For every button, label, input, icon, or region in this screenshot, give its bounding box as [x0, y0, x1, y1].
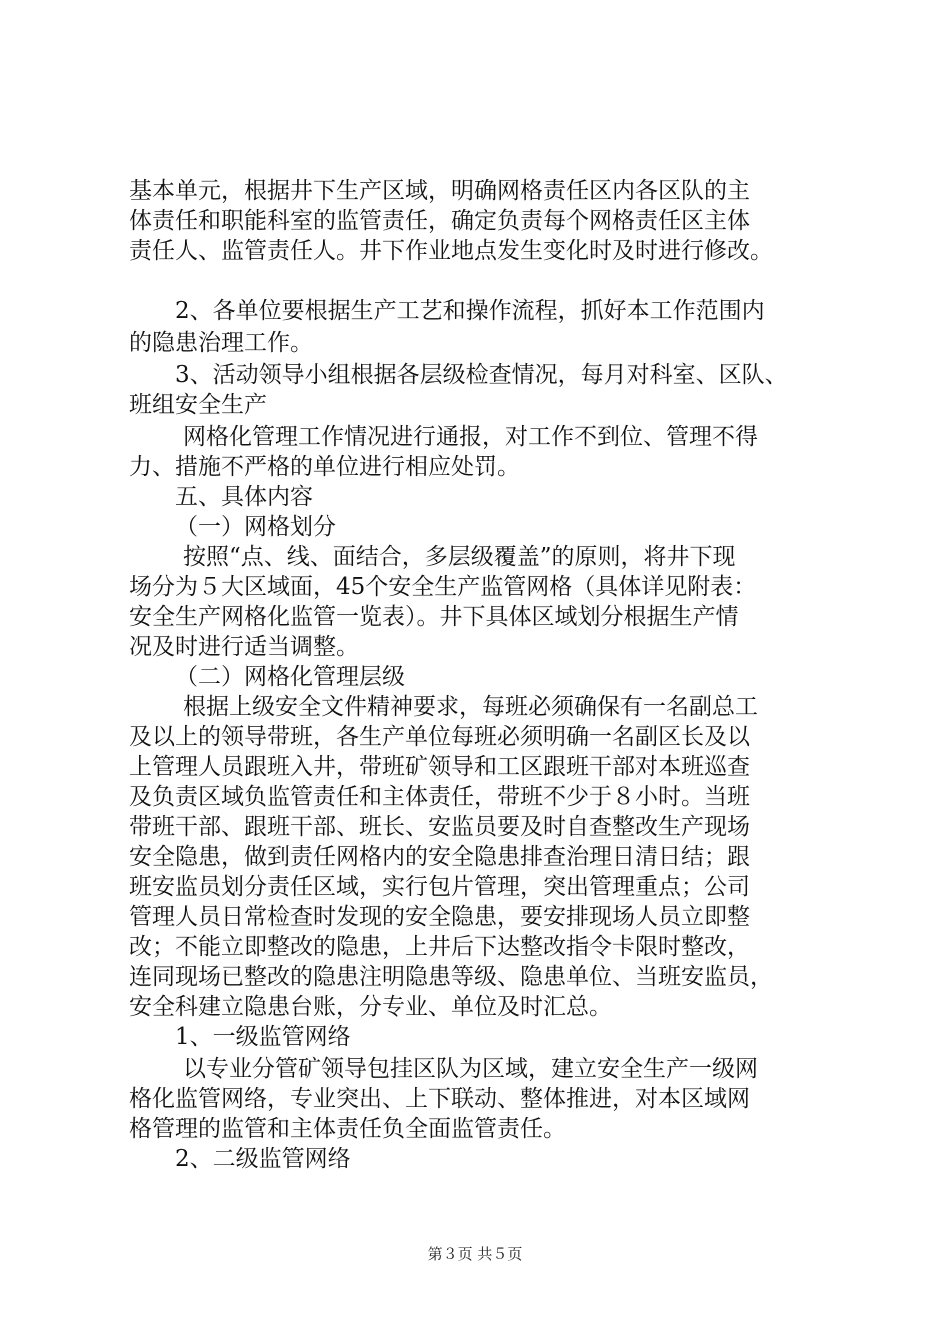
- text-line: 安全生产网格化监管一览表）。井下具体区域划分根据生产情: [129, 604, 739, 630]
- text-line: 上管理人员跟班入井，带班矿领导和工区跟班干部对本班巡查: [129, 754, 750, 780]
- text-line: 安全隐患，做到责任网格内的安全隐患排查治理日清日结；跟: [129, 844, 750, 870]
- subsection-heading: （二）网格化管理层级: [175, 664, 405, 690]
- subsection-heading: （一）网格划分: [175, 514, 336, 540]
- text-line: 格管理的监管和主体责任负全面监管责任。: [129, 1116, 566, 1142]
- text-line: 带班干部、跟班干部、班长、安监员要及时自查整改生产现场: [129, 814, 750, 840]
- page-number-footer: 第３页 共５页: [427, 1245, 523, 1263]
- text-line: 及以上的领导带班，各生产单位每班必须明确一名副区长及以: [129, 724, 750, 750]
- text-line: 3、活动领导小组根据各层级检查情况，每月对科室、区队、: [175, 362, 788, 388]
- text-line: 根据上级安全文件精神要求，每班必须确保有一名副总工: [183, 694, 758, 720]
- section-heading: 五、具体内容: [175, 484, 313, 510]
- text-line: 场分为５大区域面，45个安全生产监管网格（具体详见附表：: [129, 574, 757, 600]
- subsection-heading: 2、二级监管网络: [175, 1146, 351, 1172]
- text-line: 改；不能立即整改的隐患，上井后下达整改指令卡限时整改，: [129, 934, 750, 960]
- text-line: 以专业分管矿领导包挂区队为区域，建立安全生产一级网: [183, 1056, 758, 1082]
- text-line: 2、各单位要根据生产工艺和操作流程，抓好本工作范围内: [175, 298, 765, 324]
- text-line: 格化监管网络，专业突出、上下联动、整体推进，对本区域网: [129, 1086, 750, 1112]
- text-line: 连同现场已整改的隐患注明隐患等级、隐患单位、当班安监员，: [129, 964, 773, 990]
- text-line: 班组安全生产: [129, 392, 267, 418]
- text-line: 体责任和职能科室的监管责任，确定负责每个网格责任区主体: [129, 208, 750, 234]
- text-line: 及负责区域负监管责任和主体责任，带班不少于８小时。当班: [129, 784, 750, 810]
- text-line: 责任人、监管责任人。井下作业地点发生变化时及时进行修改。: [129, 238, 773, 264]
- text-line: 管理人员日常检查时发现的安全隐患，要安排现场人员立即整: [129, 904, 750, 930]
- text-line: 力、措施不严格的单位进行相应处罚。: [129, 454, 520, 480]
- text-line: 网格化管理工作情况进行通报，对工作不到位、管理不得: [183, 424, 758, 450]
- text-line: 安全科建立隐患台账，分专业、单位及时汇总。: [129, 994, 612, 1020]
- text-line: 按照“点、线、面结合，多层级覆盖”的原则，将井下现: [183, 544, 736, 570]
- subsection-heading: 1、一级监管网络: [175, 1024, 351, 1050]
- text-line: 的隐患治理工作。: [129, 330, 313, 356]
- text-line: 基本单元，根据井下生产区域，明确网格责任区内各区队的主: [129, 178, 750, 204]
- text-line: 况及时进行适当调整。: [129, 634, 359, 660]
- text-line: 班安监员划分责任区域，实行包片管理，突出管理重点；公司: [129, 874, 750, 900]
